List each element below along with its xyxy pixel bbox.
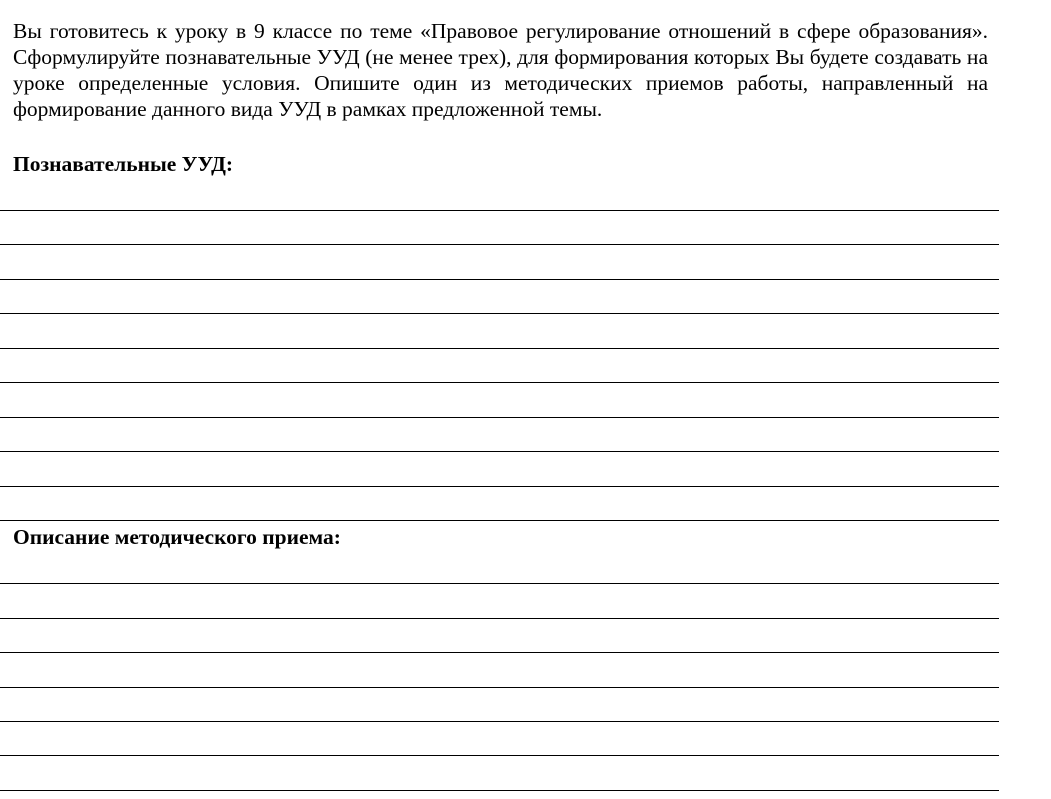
answer-line[interactable]	[0, 348, 999, 349]
answer-line[interactable]	[0, 618, 999, 619]
answer-line[interactable]	[0, 417, 999, 418]
answer-line[interactable]	[0, 486, 999, 487]
task-prompt: Вы готовитесь к уроку в 9 классе по теме «Правовое регулирование отношений в сфере образования». Сформулируйте познавательные УУД (не менее трех), для формирования которых Вы будете создавать на уроке определенные условия. Опишите один из методических приемов работы, направленный на формирование данного вида УУД в рамках предложенной темы.	[13, 19, 988, 121]
answer-line[interactable]	[0, 583, 999, 584]
answer-line[interactable]	[0, 244, 999, 245]
answer-line[interactable]	[0, 755, 999, 756]
cognitive-uud-heading: Познавательные УУД:	[13, 152, 234, 176]
answer-line[interactable]	[0, 721, 999, 722]
answer-line[interactable]	[0, 210, 999, 211]
answer-line[interactable]	[0, 790, 999, 791]
answer-line[interactable]	[0, 652, 999, 653]
answer-line[interactable]	[0, 279, 999, 280]
answer-line[interactable]	[0, 313, 999, 314]
answer-line[interactable]	[0, 382, 999, 383]
method-description-heading: Описание методического приема:	[13, 525, 341, 549]
answer-line[interactable]	[0, 687, 999, 688]
answer-line[interactable]	[0, 451, 999, 452]
answer-line	[0, 520, 999, 521]
